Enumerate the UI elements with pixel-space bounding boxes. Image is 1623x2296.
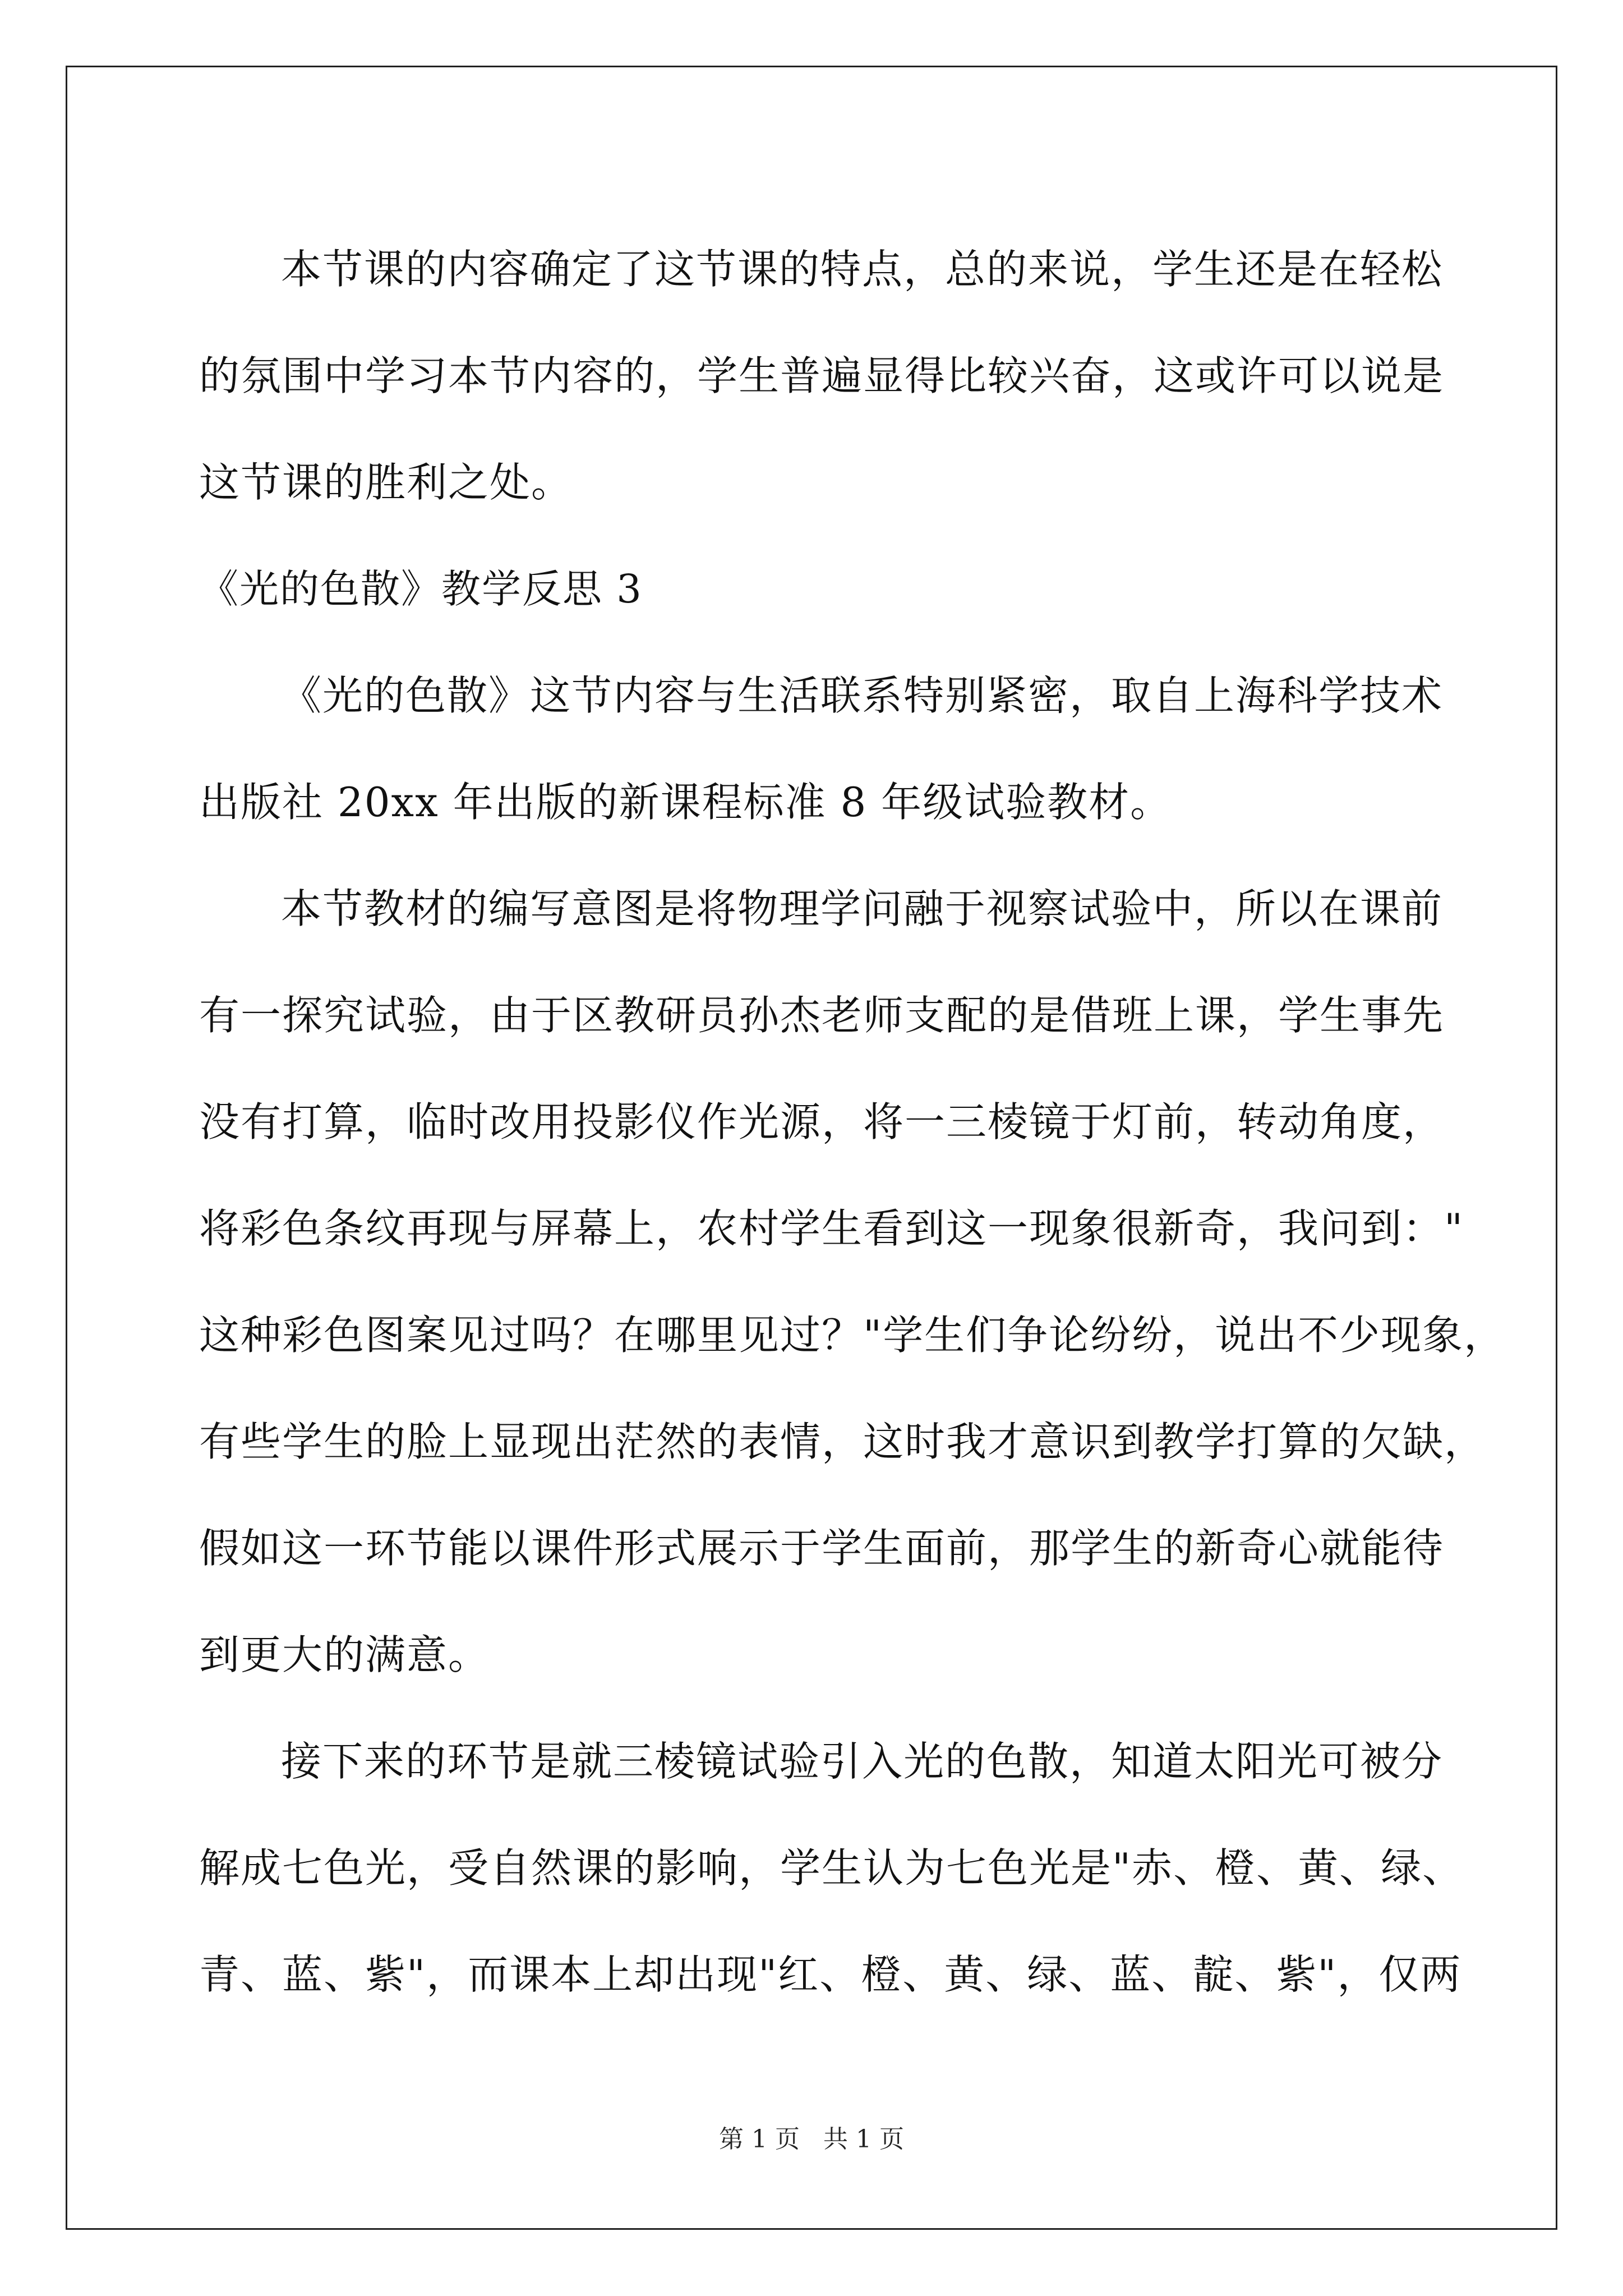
paragraph-3-line-6: 有些学生的脸上显现出茫然的表情，这时我才意识到教学打算的欠缺， (199, 1418, 1486, 1465)
paragraph-1-line-1: 本节课的内容确定了这节课的特点，总的来说，学生还是在轻松 (281, 246, 1444, 293)
paragraph-3-line-7: 假如这一环节能以课件形式展示于学生面前，那学生的新奇心就能待 (199, 1525, 1445, 1572)
paragraph-1-line-3: 这节课的胜利之处。 (199, 459, 573, 506)
paragraph-3-line-4: 将彩色条纹再现与屏幕上，农村学生看到这一现象很新奇，我问到：" (199, 1205, 1464, 1252)
paragraph-3-line-3: 没有打算，临时改用投影仪作光源，将一三棱镜于灯前，转动角度， (199, 1098, 1445, 1145)
paragraph-3-line-8: 到更大的满意。 (199, 1631, 490, 1678)
paragraph-4-line-3: 青、蓝、紫"，而课本上却出现"红、橙、黄、绿、蓝、靛、紫"，仅两 (199, 1951, 1462, 1998)
paragraph-3-line-1: 本节教材的编写意图是将物理学问融于视察试验中，所以在课前 (281, 885, 1444, 932)
page-footer: 第 1 页 共 1 页 (719, 2125, 904, 2154)
paragraph-3-line-2: 有一探究试验，由于区教研员孙杰老师支配的是借班上课，学生事先 (199, 992, 1445, 1039)
paragraph-2-line-2: 出版社 20xx 年出版的新课程标准 8 年级试验教材。 (199, 779, 1172, 826)
paragraph-2-line-1: 《光的色散》这节内容与生活联系特别紧密，取自上海科学技术 (281, 672, 1444, 719)
paragraph-1-line-2: 的氛围中学习本节内容的，学生普遍显得比较兴奋，这或许可以说是 (199, 352, 1445, 399)
paragraph-4-line-2: 解成七色光，受自然课的影响，学生认为七色光是"赤、橙、黄、绿、 (199, 1844, 1464, 1892)
paragraph-4-line-1: 接下来的环节是就三棱镜试验引入光的色散，知道太阳光可被分 (281, 1738, 1444, 1785)
document-body (199, 216, 1506, 2028)
section-heading: 《光的色散》教学反思 3 (199, 566, 643, 612)
paragraph-3-line-5: 这种彩色图案见过吗？在哪里见过？"学生们争论纷纷，说出不少现象， (199, 1312, 1506, 1359)
